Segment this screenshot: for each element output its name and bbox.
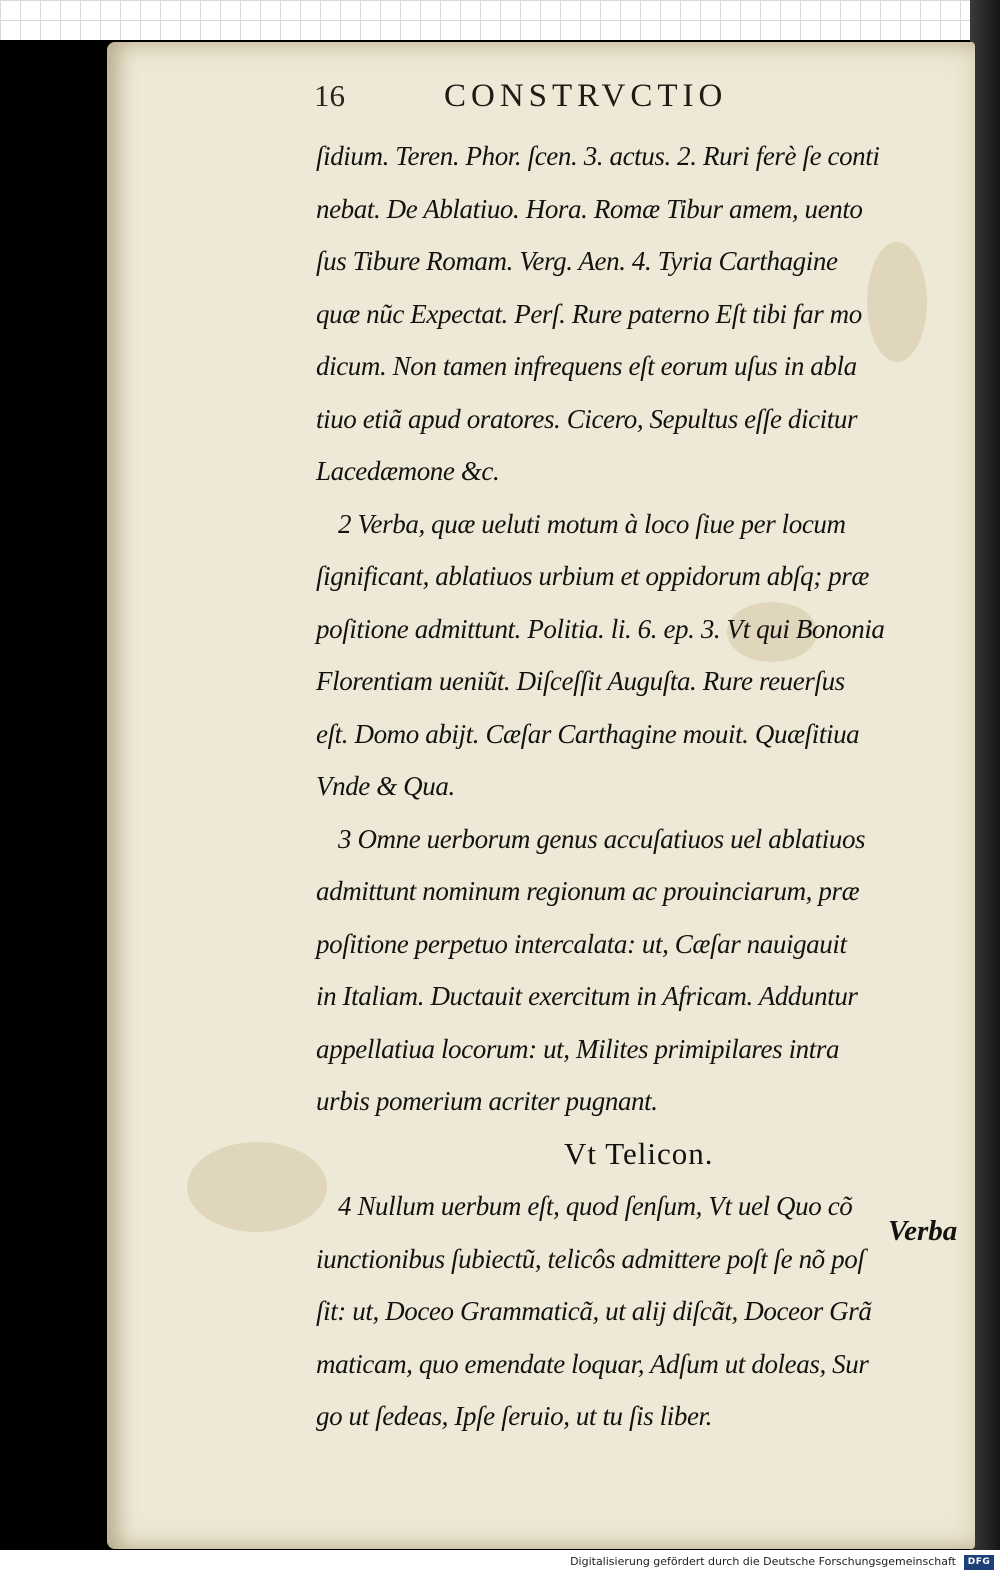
text-line: ſidium. Teren. Phor. ſcen. 3. actus. 2. Ruri ferè ſe conti: [316, 141, 880, 171]
catchword: Verba: [888, 1215, 958, 1247]
text-line: maticam, quo emendate loquar, Adſum ut doleas, Sur: [316, 1348, 869, 1379]
text-line: urbis pomerium acriter pugnant.: [316, 1086, 658, 1116]
text-line: tiuo etiã apud oratores. Cicero, Sepultus eſſe dicitur: [316, 403, 858, 434]
text-line: quæ nũc Expectat. Perſ. Rure paterno Eſt tibi far mo: [316, 298, 862, 329]
text-line: poſitione admittunt. Politia. li. 6. ep. 3. Vt qui Bononia: [316, 613, 885, 644]
paper-stain: [187, 1142, 327, 1232]
text-line: ſignificant, ablatiuos urbium et oppidorum abſq; præ: [316, 561, 869, 591]
text-line: iunctionibus ſubiectũ, telicôs admittere poſt ſe nõ poſ: [316, 1243, 865, 1274]
text-line: poſitione perpetuo intercalata: ut, Cæſar nauigauit: [316, 928, 847, 959]
text-line: 4 Nullum uerbum eſt, quod ſenſum, Vt uel Quo cõ: [338, 1191, 853, 1221]
body-text: [316, 130, 986, 1443]
text-line: Florentiam ueniũt. Diſceſſit Auguſta. Rure reuerſus: [316, 666, 845, 696]
footer-bar: [0, 1550, 1000, 1575]
text-line: Vnde & Qua.: [316, 771, 455, 801]
text-line: Lacedæmone &c.: [316, 456, 500, 486]
text-line: 2 Verba, quæ ueluti motum à loco ſiue per locum: [338, 508, 846, 539]
text-line: dicum. Non tamen infrequens eſt eorum uſus in abla: [316, 351, 857, 381]
text-line: in Italiam. Ductauit exercitum in Africam. Adduntur: [316, 981, 858, 1011]
page-header: [0, 78, 1000, 124]
text-line: go ut ſedeas, Ipſe ſeruio, ut tu ſis liber.: [316, 1401, 713, 1431]
text-line: admittunt nominum regionum ac prouinciarum, præ: [316, 876, 860, 906]
section-heading: Vt Telicon.: [564, 1135, 714, 1171]
dfg-logo[interactable]: DFG: [964, 1555, 994, 1570]
page-number: 16: [314, 78, 345, 113]
text-line: ſus Tibure Romam. Verg. Aen. 4. Tyria Carthagine: [316, 246, 838, 276]
funding-notice: Digitalisierung gefördert durch die Deutsche Forschungsgemeinschaft: [570, 1555, 956, 1568]
text-line: appellatiua locorum: ut, Milites primipilares intra: [316, 1033, 840, 1064]
text-line: eſt. Domo abijt. Cæſar Carthagine mouit. Quæſitiua: [316, 718, 860, 749]
text-line: nebat. De Ablatiuo. Hora. Romæ Tibur amem, uento: [316, 193, 863, 224]
scan-calibration-grid: [0, 0, 1000, 40]
text-line: 3 Omne uerborum genus accuſatiuos uel ablatiuos: [338, 823, 866, 854]
running-head: CONSTRVCTIO: [444, 78, 728, 114]
text-line: ſit: ut, Doceo Grammaticã, ut alij diſcãt, Doceor Grã: [316, 1296, 872, 1326]
